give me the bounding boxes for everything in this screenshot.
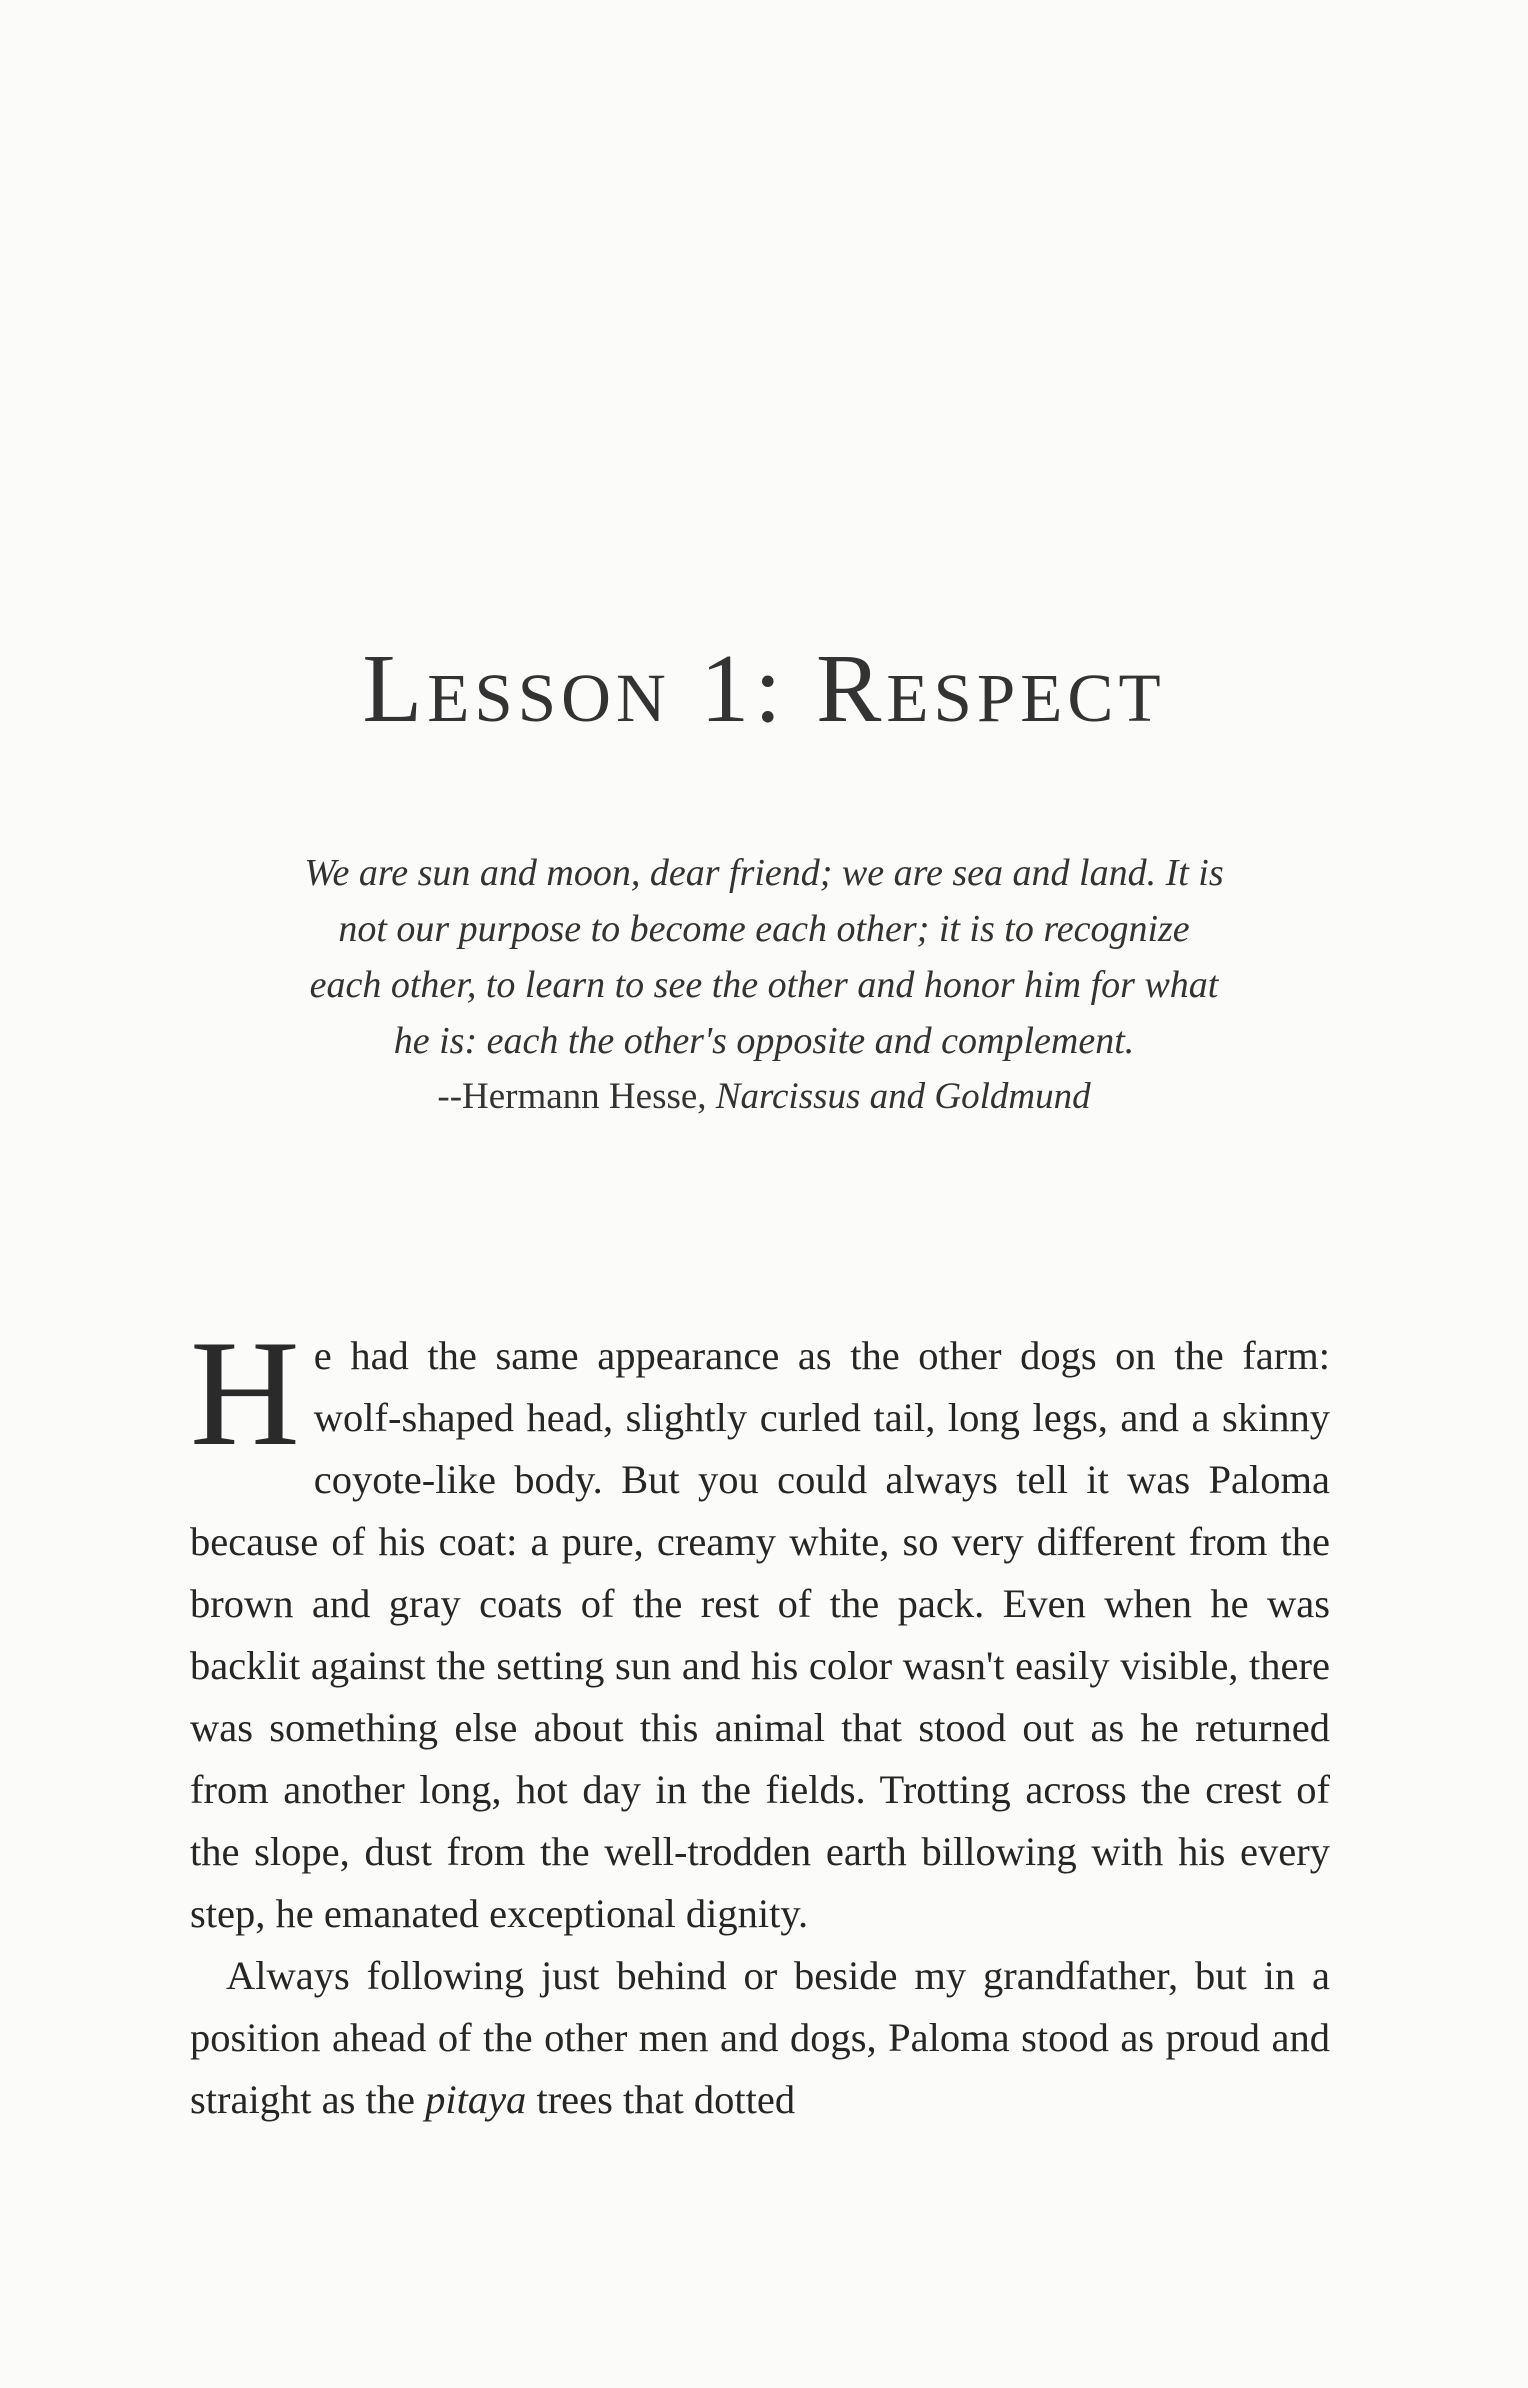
epigraph-quote: We are sun and moon, dear friend; we are sea and land. It is not our purpose to become each other; it is to recognize each other, to learn to see the other and honor him for what he is: each the other's opposite and complement. [304, 852, 1224, 1062]
paragraph-2-text-start: Always following just behind or beside my grandfather, but in a position ahead of the other men and dogs, Paloma stood as proud and straight as the [190, 1953, 1330, 2122]
epigraph-attribution [300, 1069, 1228, 1125]
attribution-author: --Hermann Hesse, [437, 1076, 716, 1117]
body-paragraph-1 [190, 1309, 1330, 1945]
epigraph [300, 845, 1228, 1125]
body-paragraph-2 [190, 1945, 1330, 2131]
paragraph-2-italic-term: pitaya [425, 2077, 527, 2122]
paragraph-2-text-end: trees that dotted [526, 2077, 796, 2122]
paragraph-1-text: e had the same appearance as the other dogs on the farm: wolf-shaped head, slightly curled tail, long legs, and a skinny coyote-like body. But you could always tell it was Paloma because of his coat: a pure, creamy white, so very different from the brown and gray coats of the rest of the pack. Even when he was backlit against the setting sun and his color wasn't easily visible, there was something else about this animal that stood out as he returned from another long, hot day in the fields. Trotting across the crest of the slope, dust from the well-trodden earth billowing with his every step, he emanated exceptional dignity. [190, 1333, 1330, 1936]
attribution-work-title: Narcissus and Goldmund [715, 1076, 1091, 1117]
drop-cap: H [190, 1309, 300, 1477]
body-text [190, 1309, 1330, 2131]
chapter-title: Lesson 1: Respect [362, 635, 1166, 743]
